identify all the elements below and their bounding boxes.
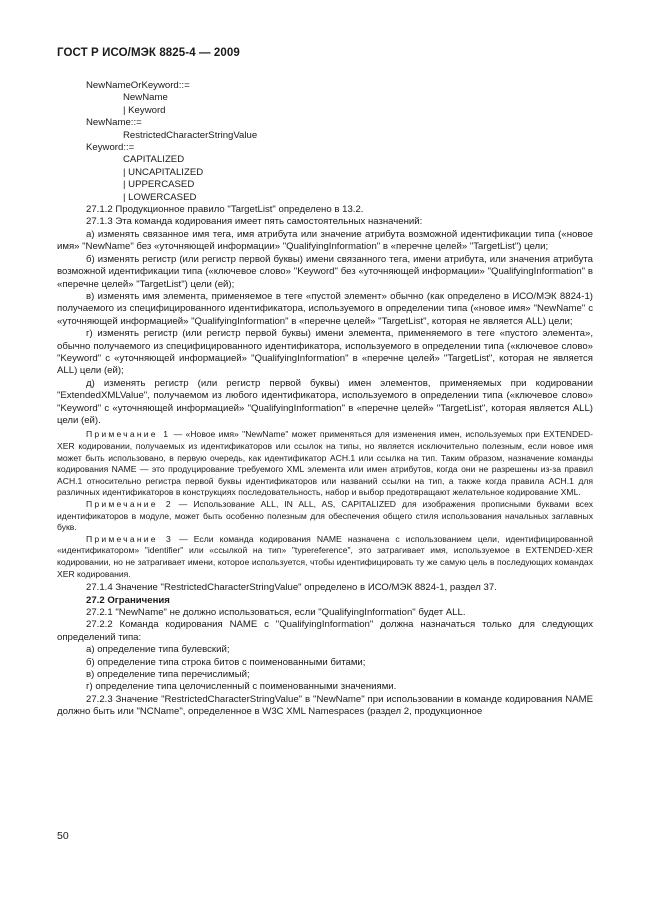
grammar-line: | Keyword [123,104,166,116]
page-number: 50 [57,830,69,842]
note-label: Примечание 3 [86,533,174,544]
list-item-a: а) определение типа булевский; [86,644,230,656]
clause-27-1-4: 27.1.4 Значение "RestrictedCharacterStringValue" определено в ИСО/МЭК 8824-1, раздел 37. [86,582,497,594]
purpose-item-g: г) изменять регистр (или регистр первой буквы) имени элемента, применяемого в теге «пустого элемента», обычно получаемого из специфицированного идентификатора, используемого в определении типа («ключевое слово» "Keyword" с «уточняющей информацией» "QualifyingInformation" в «перечне целей» "TargetList", которая не является ALL) цели (ей); [57,328,593,377]
clause-27-1-3: 27.1.3 Эта команда кодирования имеет пять самостоятельных назначений: [86,216,423,228]
note-1 [57,429,593,499]
grammar-line: | LOWERCASED [123,191,197,203]
note-text: — Если команда кодирования NAME назначена с использованием цели, идентифицированной «идентификатором» "identifier" или «ссылкой на тип» "typereference", это затрагивает имя, используемое в EXTENDED-XER кодировании, но не затрагивает имени, которое используется, чтобы идентифицировать ту же самую цель в последующих командах XER кодирования. [57,533,593,579]
note-label: Примечание 2 [86,498,173,509]
clause-27-1-2: 27.1.2 Продукционное правило "TargetList" определено в 13.2. [86,204,364,216]
note-text: — «Новое имя» "NewName" может применяться для изменения имен, используемых при EXTENDED-XER кодировании, получаемых из идентификаторов или ссылок на типы, но является исключительно полезным, если новое имя может быть использовано, в первую очередь, как идентификатор ACH.1 или ссылка на тип. Таким образом, назначение команды кодирования NAME — это продуцирование требуемого XML элемента или имен атрибутов, когда они не разрешены из-за правил ACH.1 относительно регистра первой буквы идентификаторов или названий ссылки на тип, а также когда правила ACH.1 для различных идентификаторов в конструкциях последовательность, набор и выбор предотвращают желательное кодирование XML. [57,429,593,498]
list-item-v: в) определение типа перечислимый; [86,668,250,680]
grammar-line: NewNameOrKeyword::= [86,80,190,91]
purpose-item-b: б) изменять регистр (или регистр первой буквы) имени связанного тега, имени атрибута, или значения атрибута возможной идентификации типа («ключевое слово» "Keyword" без «уточняющей информации» "QualifyingInformation" в «перечне целей» "TargetList") цели (ей); [57,253,593,290]
clause-27-2-1: 27.2.1 "NewName" не должно использоваться, если "QualifyingInformation" будет ALL. [86,606,466,618]
note-2 [57,499,593,534]
grammar-line: NewName::= [86,117,142,129]
clause-27-2-2: 27.2.2 Команда кодирования NAME с "QualifyingInformation" должна назначаться только для следующих определений типа: [57,619,593,643]
page-header-title: ГОСТ Р ИСО/МЭК 8825-4 — 2009 [57,47,240,59]
grammar-line: | UPPERCASED [123,179,195,191]
document-body [57,80,593,719]
grammar-line: CAPITALIZED [123,154,185,166]
note-text: — Использование ALL, IN ALL, AS, CAPITALIZED для изображения прописными буквами всех идентификаторов в модуле, может быть особенно полезным для обеспечения общего стиля использования начальных заглавных букв. [57,498,593,533]
list-item-b: б) определение типа строка битов с поименованными битами; [86,656,366,668]
purpose-item-v: в) изменять имя элемента, применяемое в теге «пустой элемент» обычно (как определено в ИСО/МЭК 8824-1) получаемого из специфицированного идентификатора, используемого в определении типа («новое имя» "NewName" с «уточняющей информацией» "QualifyingInformation" в «перечне целей» "TargetList", которая не является ALL) цели; [57,290,593,327]
purpose-item-d: д) изменять регистр (или регистр первой буквы) имен элементов, применяемых при кодировании "ExtendedXMLValue", получаемом из любого идентификатора, используемого в определении типа («ключевое слово» "Keyword" с «уточняющей информацией» "QualifyingInformation" в «перечне целей» "TargetList", которая является ALL) цели (ей). [57,377,593,426]
section-heading-27-2: 27.2 Ограничения [86,594,170,606]
clause-27-2-3: 27.2.3 Значение "RestrictedCharacterStringValue" в "NewName" при использовании в команде кодирования NAME должно быть или "NCName", определенное в W3C XML Namespaces (раздел 2, продукционное [57,693,593,718]
grammar-line: Keyword::= [86,142,135,154]
note-label: Примечание 1 [86,429,171,440]
purpose-item-a: а) изменять связанное имя тега, имя атрибута или значение атрибута возможной идентификации типа («новое имя» "NewName" без «уточняющей информации» "QualifyingInformation" в «перечне целей» "TargetList") цели; [57,228,593,253]
grammar-line: RestrictedCharacterStringValue [123,129,258,141]
list-item-g: г) определение типа целочисленный с поименованными значениями. [86,681,397,693]
note-3 [57,534,593,580]
grammar-line: | UNCAPITALIZED [123,166,204,178]
grammar-line: NewName [123,92,168,104]
